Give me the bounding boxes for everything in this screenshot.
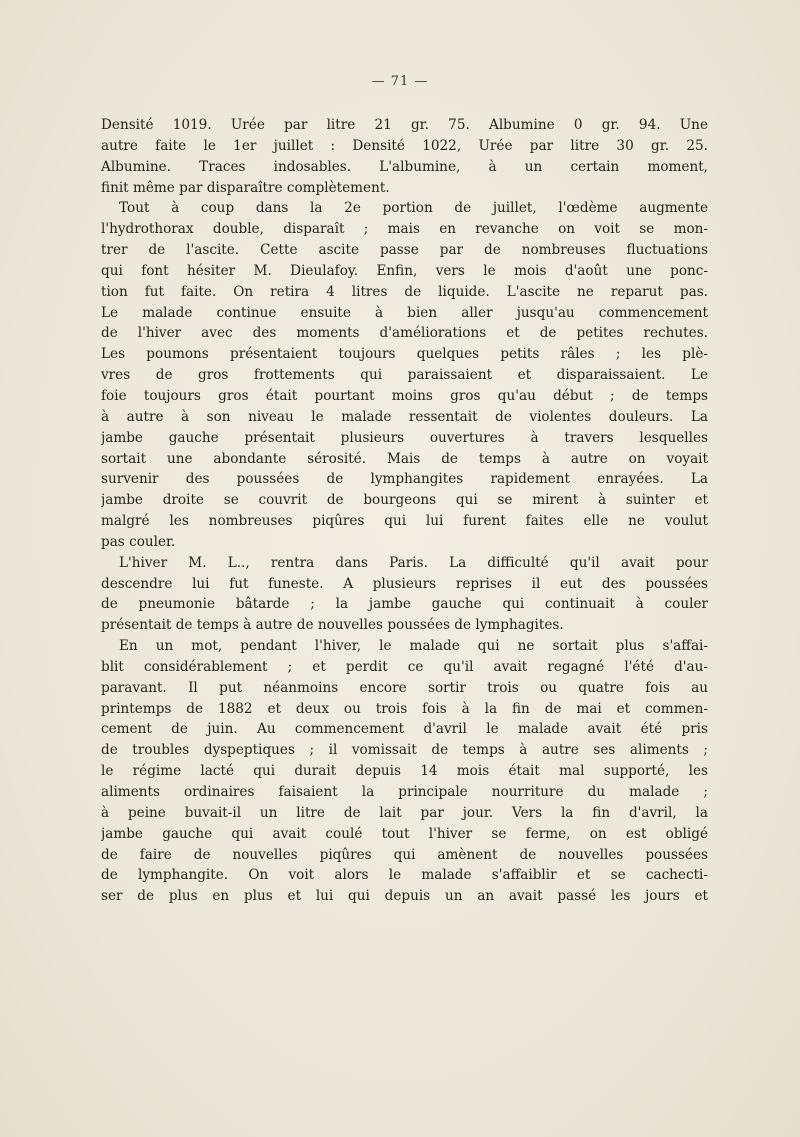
text-line: paravant. Il put néanmoins encore sortir trois ou quatre fois au [101, 679, 708, 696]
text-line: autre faite le 1er juillet : Densité 1022, Urée par litre 30 gr. 25. [101, 137, 708, 154]
text-line: présentait de temps à autre de nouvelles poussées de lymphagites. [101, 617, 564, 634]
text-line: ser de plus en plus et lui qui depuis un an avait passé les jours et [101, 888, 708, 905]
text-line: Les poumons présentaient toujours quelques petits râles ; les plè- [101, 346, 708, 363]
text-line: de faire de nouvelles piqûres qui amènent de nouvelles poussées [101, 846, 708, 863]
text-line: finit même par disparaître complètement. [101, 179, 390, 196]
text-line: descendre lui fut funeste. A plusieurs reprises il eut des poussées [101, 575, 708, 592]
text-line: le régime lacté qui durait depuis 14 mois était mal supporté, les [101, 763, 708, 780]
text-line: En un mot, pendant l'hiver, le malade qui ne sortait plus s'affai- [119, 638, 708, 655]
text-line: Densité 1019. Urée par litre 21 gr. 75. Albumine 0 gr. 94. Une [101, 117, 708, 133]
text-line: à autre à son niveau le malade ressentait de violentes douleurs. La [101, 408, 708, 425]
text-line: sortait une abondante sérosité. Mais de temps à autre on voyait [101, 450, 708, 467]
text-line: pas couler. [101, 533, 176, 550]
text-line: jambe gauche qui avait coulé tout l'hiver se ferme, on est obligé [101, 825, 708, 842]
text-line: Le malade continue ensuite à bien aller jusqu'au commencement [101, 304, 708, 321]
text-line: malgré les nombreuses piqûres qui lui furent faites elle ne voulut [101, 513, 708, 530]
body-text [101, 115, 708, 907]
text-line: foie toujours gros était pourtant moins gros qu'au début ; de temps [101, 387, 708, 404]
text-line: blit considérablement ; et perdit ce qu'il avait regagné l'été d'au- [101, 658, 708, 675]
text-line: Tout à coup dans la 2e portion de juillet, l'œdème augmente [119, 200, 708, 217]
text-line: qui font hésiter M. Dieulafoy. Enfin, vers le mois d'août une ponc- [101, 262, 708, 279]
text-line: cement de juin. Au commencement d'avril le malade avait été pris [101, 721, 708, 738]
text-line: printemps de 1882 et deux ou trois fois à la fin de mai et commen- [101, 700, 708, 717]
text-line: survenir des poussées de lymphangites rapidement enrayées. La [101, 471, 708, 488]
text-line: l'hydrothorax double, disparaît ; mais en revanche on voit se mon- [101, 221, 708, 238]
text-line: tion fut faite. On retira 4 litres de liquide. L'ascite ne reparut pas. [101, 283, 708, 300]
text-line: vres de gros frottements qui paraissaient et disparaissaient. Le [101, 367, 708, 384]
text-line: aliments ordinaires faisaient la principale nourriture du malade ; [101, 784, 708, 800]
text-line: jambe gauche présentait plusieurs ouvertures à travers lesquelles [101, 429, 708, 446]
text-line: trer de l'ascite. Cette ascite passe par de nombreuses fluctuations [101, 242, 708, 259]
text-line: Albumine. Traces indosables. L'albumine, à un certain moment, [101, 158, 708, 175]
text-line: L'hiver M. L.., rentra dans Paris. La difficulté qu'il avait pour [119, 554, 708, 571]
text-line: de pneumonie bâtarde ; la jambe gauche qui continuait à couler [101, 596, 708, 613]
text-line: de troubles dyspeptiques ; il vomissait de temps à autre ses aliments ; [101, 742, 708, 759]
text-line: à peine buvait-il un litre de lait par jour. Vers la fin d'avril, la [101, 804, 708, 821]
page-number: — 71 — [371, 74, 429, 89]
text-line: jambe droite se couvrit de bourgeons qui se mirent à suinter et [101, 492, 708, 509]
text-line: de lymphangite. On voit alors le malade s'affaiblir et se cachecti- [101, 867, 708, 884]
text-line: de l'hiver avec des moments d'améliorations et de petites rechutes. [101, 325, 708, 342]
